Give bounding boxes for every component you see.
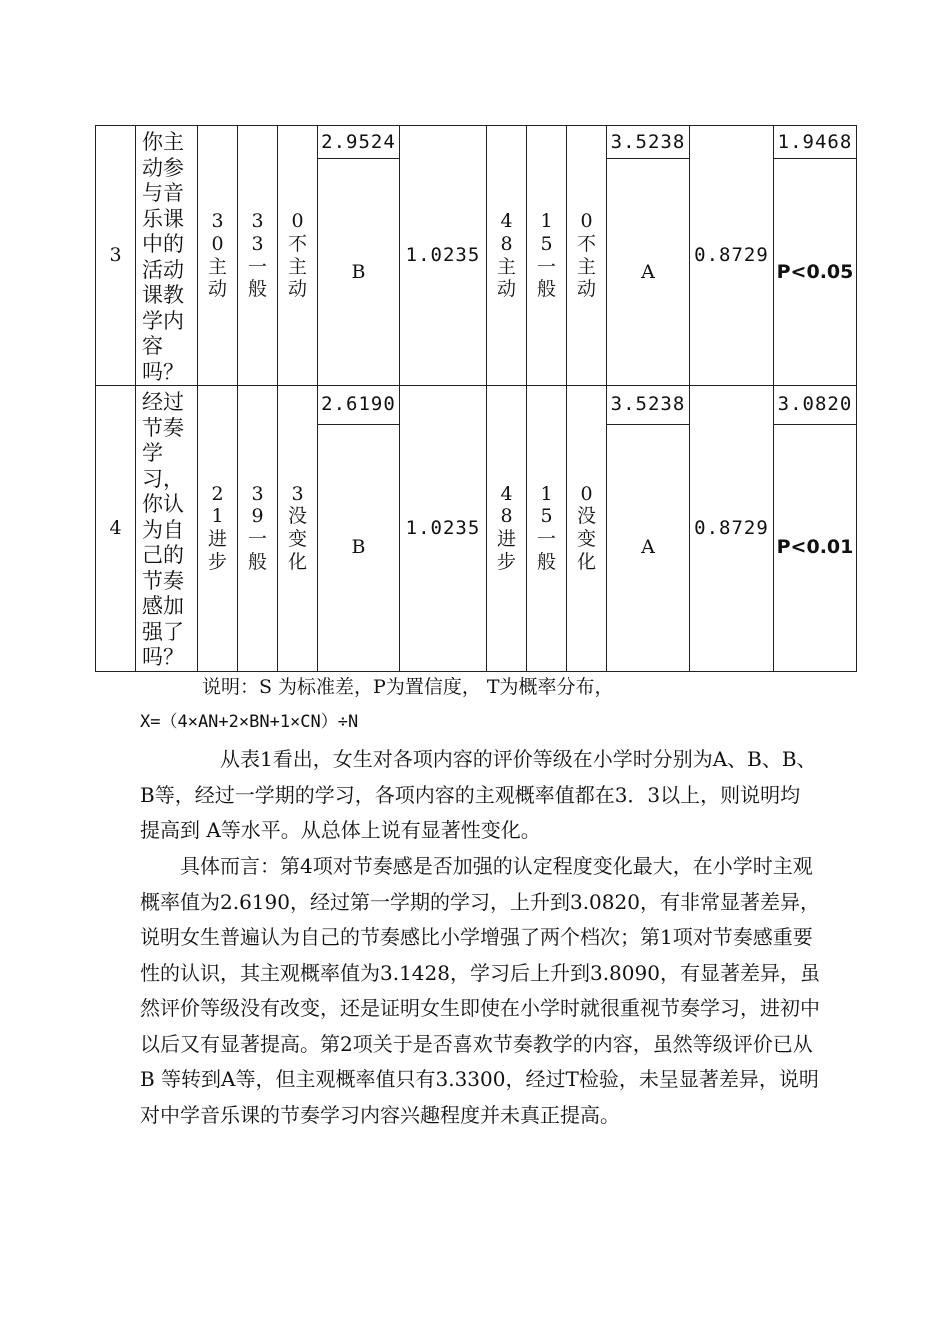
row-number: 4 — [96, 386, 136, 672]
statistics-table — [95, 125, 857, 672]
pre-a-count: 30主动 — [208, 209, 228, 301]
t-value: 3.0820 — [774, 386, 857, 425]
post-x-value: 3.5238 — [607, 126, 690, 159]
post-a-count: 48进步 — [497, 482, 517, 574]
p-value: P<0.01 — [774, 424, 857, 671]
table-row — [96, 126, 857, 159]
paragraph: 从表1看出，女生对各项内容的评价等级在小学时分别为A、B、B、B等，经过一学期的学习，各项内容的主观概率值都在3．3以上，则说明均提高到 A等水平。从总体上说有显著性变化。 — [140, 747, 817, 842]
pre-x-value: 2.6190 — [318, 386, 400, 425]
formula-note: X=（4×AN+2×BN+1×CN）÷N — [140, 712, 359, 732]
pre-c-count: 3没变化 — [288, 482, 308, 574]
pre-b-count: 39一般 — [248, 482, 268, 574]
pre-grade: B — [318, 424, 400, 671]
pre-x-value: 2.9524 — [318, 126, 400, 159]
paragraph: 具体而言：第4项对节奏感是否加强的认定程度变化最大，在小学时主观概率值为2.6190，经过第一学期的学习，上升到3.0820，有非常显著差异，说明女生普遍认为自己的节奏感比小学增强了两个档次；第1项对节奏感重要性的认识，其主观概率值为3.1428，学习后上升到3.8090，有显著差异，虽然评价等级没有改变，还是证明女生即使在小学时就很重视节奏学习，进初中以后又有显著提高。第2项关于是否喜欢节奏教学的内容，虽然等级评价已从 B 等转到A等，但主观概率值只有3.3300，经过T检验，未呈显著差异，说明对中学音乐课的节奏学习内容兴趣程度并未真正提高。 — [140, 854, 820, 1127]
post-c-count: 0没变化 — [577, 482, 597, 574]
pre-c-count: 0不主动 — [288, 209, 308, 301]
pre-b-count: 33一般 — [248, 209, 268, 301]
post-grade: A — [607, 159, 690, 386]
pre-s-value: 1.0235 — [400, 386, 487, 672]
pre-s-value: 1.0235 — [400, 126, 487, 386]
post-b-count: 15一般 — [537, 209, 557, 301]
row-number: 3 — [96, 126, 136, 386]
post-c-count: 0不主动 — [577, 209, 597, 301]
pre-a-count: 21进步 — [208, 482, 228, 574]
table-row — [96, 386, 857, 425]
post-x-value: 3.5238 — [607, 386, 690, 425]
post-b-count: 15一般 — [537, 482, 557, 574]
post-a-count: 48主动 — [497, 209, 517, 301]
question-cell: 经过节奏学习，你认为自己的节奏感加强了吗？ — [136, 386, 198, 672]
question-cell: 你主动参与音乐课中的活动课教学内容吗？ — [136, 126, 198, 386]
table-note: 说明：S 为标准差，P为置信度， T为概率分布， — [202, 676, 614, 698]
t-value: 1.9468 — [774, 126, 857, 159]
post-grade: A — [607, 424, 690, 671]
p-value: P<0.05 — [774, 159, 857, 386]
post-s-value: 0.8729 — [690, 386, 774, 672]
post-s-value: 0.8729 — [690, 126, 774, 386]
pre-grade: B — [318, 159, 400, 386]
